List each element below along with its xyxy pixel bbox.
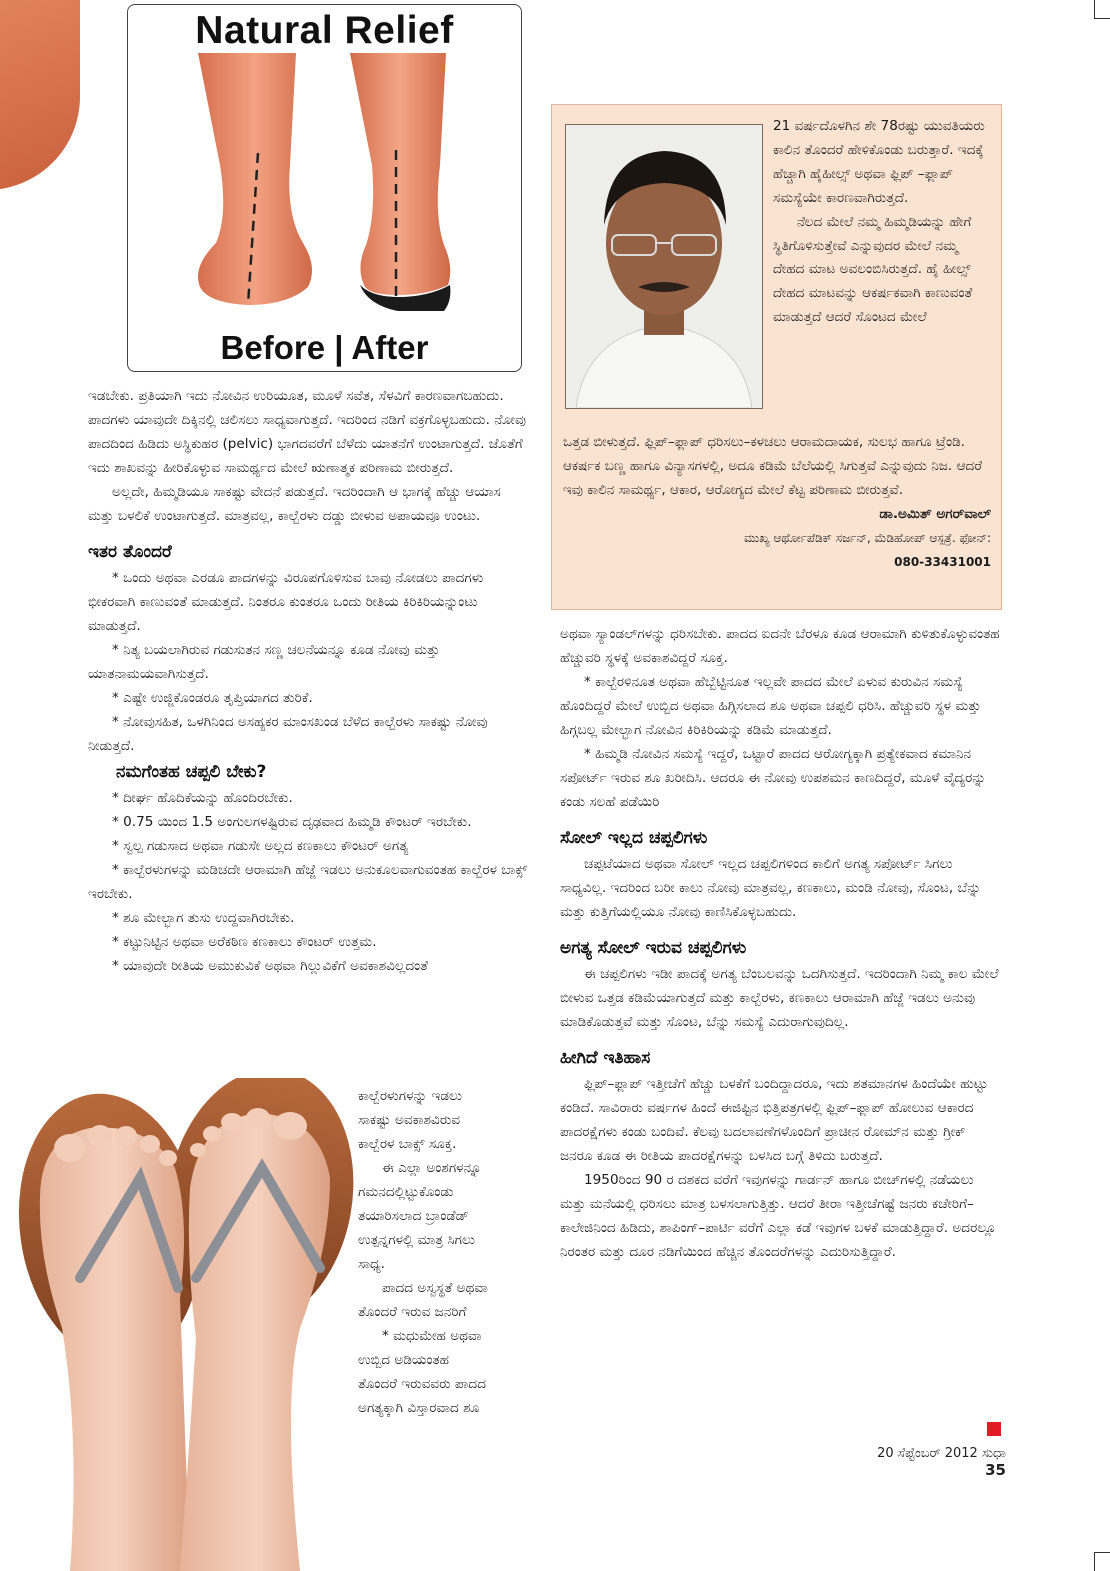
- text-line: ಕಾಲ್ಬೆರಳ ಬಾಕ್ಸ್ ಸೂಕ್ತ.: [358, 1136, 457, 1152]
- page-footer: [860, 1446, 1006, 1479]
- illustration-title: Natural Relief: [195, 9, 454, 52]
- bullet-item: * ಶೂ ಮೇಲ್ಭಾಗ ತುಸು ಉದ್ದವಾಗಿರಬೇಕು.: [112, 910, 295, 926]
- bullet-item: * ದೀರ್ಘ ಹೊದಿಕೆಯನ್ನು ಹೊಂದಿರಬೇಕು.: [112, 790, 293, 806]
- bullet-item: * ನೋವುಸಹಿತ, ಒಳಗಿನಿಂದ ಅಸಹ್ಯಕರ ಮಾಂಸಖಂಡ ಬೆಳೆದ ಕಾಲ್ಬೆರಳು ಸಾಕಷ್ಟು ನೋವು ನೀಡುತ್ತದೆ.: [88, 714, 488, 754]
- section-heading: ಅಗತ್ಯ ಸೋಲ್ ಇರುವ ಚಪ್ಪಲಿಗಳು: [560, 938, 747, 958]
- quote-paragraph: ನೆಲದ ಮೇಲೆ ನಮ್ಮ ಹಿಮ್ಮಡಿಯನ್ನು ಹೇಗೆ ಸ್ಥಿತಿಗೊಳಿಸುತ್ತೇವೆ ಎನ್ನುವುದರ ಮೇಲೆ ನಮ್ಮ ದೇಹದ ಮಾಟ ಅವಲಂಬಿಸಿರುತ್ತದೆ. ಹೈ ಹೀಲ್ಸ್ ದೇಹದ ಮಾಟವನ್ನು ಆಕರ್ಷಕವಾಗಿ ಕಾಣುವಂತೆ ಮಾಡುತ್ತದೆ ಆದರೆ ಸೊಂಟದ ಮೇಲೆ: [773, 213, 973, 326]
- illustration-caption: Before | After: [220, 329, 429, 366]
- quote-paragraph: ಒತ್ತಡ ಬೀಳುತ್ತದೆ. ಫ್ಲಿಪ್–ಫ್ಲಾಪ್ ಧರಿಸಲು–ಕಳಚಲು ಆರಾಮದಾಯಕ, ಸುಲಭ ಹಾಗೂ ಟ್ರೆಂಡಿ. ಆಕರ್ಷಕ ಬಣ್ಣ ಹಾಗೂ ವಿನ್ಯಾಸಗಳಲ್ಲಿ, ಅದೂ ಕಡಿಮೆ ಬೆಲೆಯಲ್ಲಿ ಸಿಗುತ್ತವೆ ಎನ್ನುವುದು ನಿಜ. ಆದರೆ ಇವು ಕಾಲಿನ ಸಾಮರ್ಥ್ಯ, ಆಕಾರ, ಆರೋಗ್ಯದ ಮೇಲೆ ಕೆಟ್ಟ ಪರಿಣಾಮ ಬೀರುತ್ತವೆ.: [563, 434, 983, 498]
- end-marker: [987, 1422, 1001, 1436]
- flip-flop-feet-photo: [0, 1078, 360, 1571]
- bullet-item: * ಸ್ವಲ್ಪ ಗಡುಸಾದ ಅಥವಾ ಗಡುಸೇ ಅಲ್ಲದ ಕಣಕಾಲು ಕೌಂಟರ್ ಅಗತ್ಯ: [112, 838, 409, 854]
- natural-relief-illustration: [127, 4, 522, 372]
- crop-mark: [1094, 1553, 1095, 1571]
- flip-flop-drawing: [0, 1078, 360, 1571]
- doctor-portrait-drawing: [566, 125, 762, 408]
- bullet-item: * ನಿತ್ಯ ಬಯಲಾಗಿರುವ ಗಡುಸುತನ ಸಣ್ಣ ಚಲನೆಯನ್ನೂ ಕೂಡ ನೋವು ಮತ್ತು ಯಾತನಾಮಯವಾಗಿಸುತ್ತದೆ.: [88, 642, 440, 682]
- text-line: ಉತ್ಪನ್ನಗಳಲ್ಲಿ ಮಾತ್ರ ಸಿಗಲು: [358, 1232, 476, 1248]
- bullet-item: * ಕಾಲ್ಬೆರಳಿನೂತ ಅಥವಾ ಹೆಬ್ಬೆಟ್ಟಿನೂತ ಇಲ್ಲವೇ ಪಾದದ ಮೇಲೆ ಏಳುವ ಕುರುವಿನ ಸಮಸ್ಯೆ ಹೊಂದಿದ್ದರೆ ಮೇಲೆ ಉಬ್ಬಿದ ಅಥವಾ ಹಿಗ್ಗಿಸಲಾದ ಶೂ ಅಥವಾ ಚಪ್ಪಲಿ ಧರಿಸಿ. ಹೆಚ್ಚುವರಿ ಸ್ಥಳ ಮತ್ತು ಹಿಗ್ಗಬಲ್ಲ ಮೇಲ್ಭಾಗ ನೋವಿನ ಕಿರಿಕಿರಿಯನ್ನು ಕಡಿಮೆ ಮಾಡುತ್ತದೆ.: [560, 674, 981, 738]
- body-paragraph: ಅಥವಾ ಸ್ಯಾಂಡಲ್‌ಗಳನ್ನು ಧರಿಸಬೇಕು. ಪಾದದ ಐದನೇ ಬೆರಳೂ ಕೂಡ ಆರಾಮಾಗಿ ಕುಳಿತುಕೊಳ್ಳುವಂತಹ ಹೆಚ್ಚುವರಿ ಸ್ಥಳಕ್ಕೆ ಅವಕಾಶವಿದ್ದರೆ ಸೂಕ್ತ.: [560, 626, 1000, 666]
- page-number: 35: [985, 1461, 1006, 1479]
- section-heading: ಇತರ ತೊಂದರೆ: [88, 542, 172, 562]
- bullet-item: * ಯಾವುದೇ ರೀತಿಯ ಅಮುಕುವಿಕೆ ಅಥವಾ ಗಿಲ್ಲುವಿಕೆಗೆ ಅವಕಾಶವಿಲ್ಲದಂತೆ: [112, 958, 428, 974]
- doctor-portrait-photo: [565, 124, 763, 409]
- text-line: ಗಮನದಲ್ಲಿಟ್ಟುಕೊಂಡು: [358, 1184, 454, 1200]
- quote-author-title: ಮುಖ್ಯ ಆರ್ಥೋಪೆಡಿಕ್ ಸರ್ಜನ್, ಮೆಡಿಹೋಪ್ ಆಸ್ಪತ್ರೆ. ಫೋನ್:: [744, 530, 991, 545]
- text-line: ಸಾಕಷ್ಟು ಅವಕಾಶವಿರುವ: [358, 1112, 461, 1128]
- section-heading: ಸೋಲ್ ಇಲ್ಲದ ಚಪ್ಪಲಿಗಳು: [560, 828, 708, 848]
- body-paragraph: ಅಲ್ಲದೇ, ಹಿಮ್ಮಡಿಯೂ ಸಾಕಷ್ಟು ವೇದನೆ ಪಡುತ್ತದೆ. ಇದರಿಂದಾಗಿ ಆ ಭಾಗಕ್ಕೆ ಹೆಚ್ಚು ಆಯಾಸ ಮತ್ತು ಬಳಲಿಕೆ ಉಂಟಾಗುತ್ತದೆ. ಮಾತ್ರವಲ್ಲ, ಕಾಲ್ಬೆರಳು ದಡ್ಡು ಬೀಳುವ ಅಪಾಯವೂ ಉಂಟು.: [88, 484, 501, 524]
- section-heading: ಹೀಗಿದೆ ಇತಿಹಾಸ: [560, 1048, 651, 1068]
- left-column: [88, 384, 528, 978]
- text-line: ಈ ಎಲ್ಲಾ ಅಂಶಗಳನ್ನೂ: [382, 1160, 482, 1176]
- bullet-item: * ಎಷ್ಟೇ ಉಜ್ಜಿಕೊಂಡರೂ ತೃಪ್ತಿಯಾಗದ ತುರಿಕೆ.: [112, 690, 313, 706]
- crop-mark: [1094, 18, 1110, 19]
- text-line: ತಯಾರಿಸಲಾದ ಬ್ರಾಂಡೆಡ್: [358, 1208, 469, 1224]
- bullet-item: * ಕಟ್ಟುನಿಟ್ಟಿನ ಅಥವಾ ಅರೆಕಠಿಣ ಕಣಕಾಲು ಕೌಂಟರ್ ಉತ್ತಮ.: [112, 934, 377, 950]
- quote-paragraph: 21 ವರ್ಷದೊಳಗಿನ ಶೇ 78ರಷ್ಟು ಯುವತಿಯರು ಕಾಲಿನ ತೊಂದರೆ ಹೇಳಿಕೊಂಡು ಬರುತ್ತಾರೆ. ಇದಕ್ಕೆ ಹೆಚ್ಚಾಗಿ ಹೈಹೀಲ್ಸ್ ಅಥವಾ ಫ್ಲಿಪ್ –ಫ್ಲಾಪ್ ಸಮಸ್ಯೆಯೇ ಕಾರಣವಾಗಿರುತ್ತದೆ.: [773, 118, 985, 206]
- body-paragraph: ಚಪ್ಪಟೆಯಾದ ಅಥವಾ ಸೋಲ್ ಇಲ್ಲದ ಚಪ್ಪಲಿಗಳಿಂದ ಕಾಲಿಗೆ ಅಗತ್ಯ ಸಪೋರ್ಟ್ ಸಿಗಲು ಸಾಧ್ಯವಿಲ್ಲ. ಇದರಿಂದ ಬರೀ ಕಾಲು ನೋವು ಮಾತ್ರವಲ್ಲ, ಕಣಕಾಲು, ಮಂಡಿ ನೋವು, ಸೊಂಟ, ಬೆನ್ನು ಮತ್ತು ಕುತ್ತಿಗೆಯಲ್ಲಿಯೂ ನೋವು ಕಾಣಿಸಿಕೊಳ್ಳಬಹುದು.: [560, 856, 982, 920]
- text-line: ತೊಂದರೆ ಇರುವ ಜನರಿಗೆ: [358, 1304, 467, 1320]
- text-line: ಉಬ್ಬಿದ ಅಡಿಯಂತಹ: [358, 1352, 450, 1368]
- text-line: ಸಾಧ್ಯ.: [358, 1256, 385, 1272]
- bullet-item: * 0.75 ಯಿಂದ 1.5 ಅಂಗುಲಗಳಷ್ಟಿರುವ ದೃಢವಾದ ಹಿಮ್ಮಡಿ ಕೌಂಟರ್ ಇರಬೇಕು.: [112, 814, 472, 830]
- bullet-item: * ಒಂದು ಅಥವಾ ಎರಡೂ ಪಾದಗಳನ್ನು ವಿರೂಪಗೊಳಿಸುವ ಬಾವು ನೋಡಲು ಪಾದಗಳು ಭೀಕರವಾಗಿ ಕಾಣುವಂತೆ ಮಾಡುತ್ತದೆ. ನಿಂತರೂ ಕುಂತರೂ ಒಂದು ರೀತಿಯ ಕಿರಿಕಿರಿಯನ್ನುಂಟು ಮಾಡುತ್ತದೆ.: [88, 570, 484, 634]
- section-heading: ನಮಗೆಂತಹ ಚಪ್ಪಲಿ ಬೇಕು?: [116, 762, 267, 782]
- quote-author-name: ಡಾ.ಅಮಿತ್ ಅಗರ್‌ವಾಲ್: [879, 505, 991, 522]
- body-paragraph: ಇಡಬೇಕು. ಪ್ರತಿಯಾಗಿ ಇದು ನೋವಿನ ಉರಿಯೂತ, ಮೂಳೆ ಸವೆತ, ಸೆಳವಿಗೆ ಕಾರಣವಾಗಬಹುದು. ಪಾದಗಳು ಯಾವುದೇ ದಿಕ್ಕಿನಲ್ಲಿ ಚಲಿಸಲು ಸಾಧ್ಯವಾಗುತ್ತದೆ. ಇದರಿಂದ ನಡಿಗೆ ವಕ್ರಗೊಳ್ಳಬಹುದು. ನೋವು ಪಾದದಿಂದ ಹಿಡಿದು ಅಸ್ಥಿಕುಹರ (pelvic) ಭಾಗದವರೆಗೆ ಬೆಳೆದು ಯಾತನೆಗೆ ಉಂಟಾಗುತ್ತದೆ. ಜೊತೆಗೆ ಇದು ಶಾಖವನ್ನು ಹೀರಿಕೊಳ್ಳುವ ಸಾಮರ್ಥ್ಯದ ಮೇಲೆ ಋಣಾತ್ಮಕ ಪರಿಣಾಮ ಬೀರುತ್ತದೆ.: [88, 388, 527, 476]
- quote-text-narrow: [773, 115, 990, 330]
- text-line: ಅಗತ್ಯಕ್ಕಾಗಿ ವಿಸ್ತಾರವಾದ ಶೂ: [358, 1400, 480, 1416]
- footer-date: 20 ಸೆಪ್ಟೆಂಬರ್ 2012: [877, 1446, 978, 1461]
- body-paragraph: ಈ ಚಪ್ಪಲಿಗಳು ಇಡೀ ಪಾದಕ್ಕೆ ಅಗತ್ಯ ಬೆಂಬಲವನ್ನು ಒದಗಿಸುತ್ತದೆ. ಇದರಿಂದಾಗಿ ನಿಮ್ಮ ಕಾಲ ಮೇಲೆ ಬೀಳುವ ಒತ್ತಡ ಕಡಿಮೆಯಾಗುತ್ತದೆ ಮತ್ತು ಕಾಲ್ಬೆರಳು, ಕಣಕಾಲು ಆರಾಮಾಗಿ ಹೆಜ್ಜೆ ಇಡಲು ಅನುವು ಮಾಡಿಕೊಡುತ್ತವೆ ಮತ್ತು ಸೊಂಟ, ಬೆನ್ನು ಸಮಸ್ಯೆ ಎದುರಾಗುವುದಿಲ್ಲ.: [560, 966, 999, 1030]
- footer-magazine: ಸುಧಾ: [981, 1446, 1006, 1461]
- quote-author-phone: 080-33431001: [894, 554, 991, 569]
- text-line: ಪಾದದ ಅಸ್ವಸ್ಥತೆ ಅಥವಾ: [382, 1280, 488, 1296]
- decorative-skin-image: [0, 0, 80, 190]
- heels-drawing: [128, 5, 521, 371]
- right-column: [560, 622, 1002, 1264]
- text-line: * ಮಧುಮೇಹ ಅಥವಾ: [382, 1328, 482, 1344]
- crop-mark: [1094, 1552, 1110, 1553]
- quote-text-wide: [563, 431, 991, 574]
- text-line: ಕಾಲ್ಬೆರಳುಗಳನ್ನು ಇಡಲು: [358, 1088, 463, 1104]
- crop-mark: [1094, 0, 1095, 18]
- text-line: ತೊಂದರೆ ಇರುವವರು ಪಾದದ: [358, 1376, 486, 1392]
- body-paragraph: ಫ್ಲಿಪ್–ಫ್ಲಾಪ್ ಇತ್ತೀಚೆಗೆ ಹೆಚ್ಚು ಬಳಕೆಗೆ ಬಂದಿದ್ದಾದರೂ, ಇದು ಶತಮಾನಗಳ ಹಿಂದೆಯೇ ಹುಟ್ಟು ಕಂಡಿದೆ. ಸಾವಿರಾರು ವರ್ಷಗಳ ಹಿಂದೆ ಈಜಿಪ್ಟಿನ ಭಿತ್ತಿಪತ್ರಗಳಲ್ಲಿ ಫ್ಲಿಪ್–ಫ್ಲಾಪ್ ಹೋಲುವ ಆಕಾರದ ಪಾದರಕ್ಷೆಗಳು ಕಂಡು ಬಂದಿವೆ. ಕೆಲವು ಬದಲಾವಣೆಗಳೊಂದಿಗೆ ಪ್ರಾಚೀನ ರೋಮ್‌ನ ಮತ್ತು ಗ್ರೀಕ್ ಜನರೂ ಕೂಡ ಈ ರೀತಿಯ ಪಾದರಕ್ಷೆಗಳನ್ನು ಬಳಸಿದ ಬಗ್ಗೆ ತಿಳಿದು ಬರುತ್ತದೆ.: [560, 1076, 988, 1164]
- narrow-text-column: [358, 1084, 530, 1420]
- bullet-item: * ಹಿಮ್ಮಡಿ ನೋವಿನ ಸಮಸ್ಯೆ ಇದ್ದರೆ, ಒಟ್ಟಾರೆ ಪಾದದ ಆರೋಗ್ಯಕ್ಕಾಗಿ ಪ್ರತ್ಯೇಕವಾದ ಕಮಾನಿನ ಸಪೋರ್ಟ್ ಇರುವ ಶೂ ಖರೀದಿಸಿ. ಆದರೂ ಈ ನೋವು ಉಪಶಮನ ಕಾಣದಿದ್ದರೆ, ಮೂಳೆ ವೈದ್ಯರನ್ನು ಕಂಡು ಸಲಹೆ ಪಡೆಯಿರಿ: [560, 746, 986, 810]
- body-paragraph: 1950ರಿಂದ 90 ರ ದಶಕದ ವರೆಗೆ ಇವುಗಳನ್ನು ಗಾರ್ಡನ್ ಹಾಗೂ ಬೀಚ್‌ಗಳಲ್ಲಿ ನಡೆಯಲು ಮತ್ತು ಮನೆಯಲ್ಲಿ ಧರಿಸಲು ಮಾತ್ರ ಬಳಸಲಾಗುತ್ತಿತ್ತು. ಆದರೆ ತೀರಾ ಇತ್ತೀಚೆಗಷ್ಟೆ ಜನರು ಕಚೇರಿಗೆ–ಕಾಲೇಜಿನಿಂದ ಹಿಡಿದು, ಶಾಪಿಂಗ್–ಪಾರ್ಟಿ ವರೆಗೆ ಎಲ್ಲಾ ಕಡೆ ಇವುಗಳ ಬಳಕೆ ಮಾಡುತ್ತಿದ್ದಾರೆ. ಅದರಲ್ಲೂ ನಿರಂತರ ಮತ್ತು ದೂರ ನಡಿಗೆಯಿಂದ ಹೆಚ್ಚಿನ ತೊಂದರೆಗಳನ್ನು ಎದುರಿಸುತ್ತಿದ್ದಾರೆ.: [560, 1172, 997, 1260]
- bullet-item: * ಕಾಲ್ಬೆರಳುಗಳನ್ನು ಮಡಿಚದೇ ಆರಾಮಾಗಿ ಹೆಜ್ಜೆ ಇಡಲು ಅನುಕೂಲವಾಗುವಂತಹ ಕಾಲ್ಬೆರಳ ಬಾಕ್ಸ್ ಇರಬೇಕು.: [88, 862, 528, 902]
